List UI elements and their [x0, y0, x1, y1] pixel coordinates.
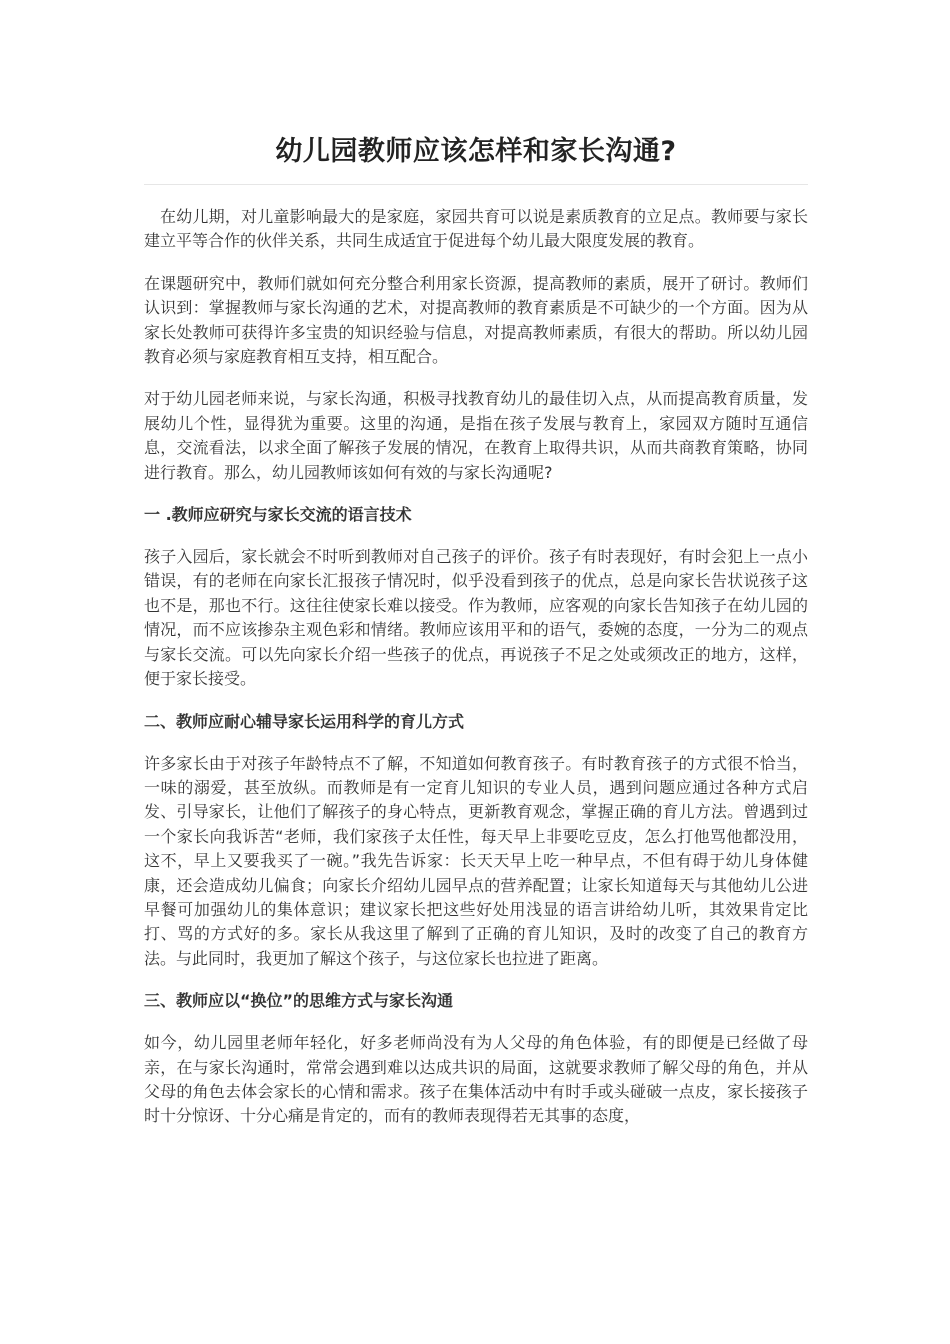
section-3-heading: 三、教师应以“换位”的思维方式与家长沟通 — [144, 991, 454, 1011]
section-3-paragraph: 如今，幼儿园里老师年轻化，好多老师尚没有为人父母的角色体验，有的即便是已经做了母亲，在与家长沟通时，常常会遇到难以达成共识的局面，这就要求教师了解父母的角色，并从父母的角色去体会家长的心情和需求。孩子在集体活动中有时手或头碰破一点皮，家长接孩子时十分惊讶、十分心痛是肯定的，而有的教师表现得若无其事的态度， — [144, 1033, 808, 1126]
intro-paragraph-3: 对于幼儿园老师来说，与家长沟通，积极寻找教育幼儿的最佳切入点，从而提高教育质量，发展幼儿个性，显得犹为重要。这里的沟通，是指在孩子发展与教育上，家园双方随时互通信息，交流看法，以求全面了解孩子发展的情况，在教育上取得共识，从而共商教育策略，协同进行教育。那么，幼儿园教师该如何有效的与家长沟通呢? — [144, 389, 808, 482]
section-2-paragraph: 许多家长由于对孩子年龄特点不了解，不知道如何教育孩子。有时教育孩子的方式很不恰当，一味的溺爱，甚至放纵。而教师是有一定育儿知识的专业人员，遇到问题应通过各种方式启发、引导家长，让他们了解孩子的身心特点，更新教育观念，掌握正确的育儿方法。曾遇到过一个家长向我诉苦“老师，我们家孩子太任性，每天早上非要吃豆皮，怎么打他骂他都没用，这不，早上又要我买了一碗。”我先告诉家：长天天早上吃一种早点，不但有碍于幼儿身体健康，还会造成幼儿偏食；向家长介绍幼儿园早点的营养配置；让家长知道每天与其他幼儿公进早餐可加强幼儿的集体意识；建议家长把这些好处用浅显的语言讲给幼儿听，其效果肯定比打、骂的方式好的多。家长从我这里了解到了正确的育儿知识，及时的改变了自己的教育方法。与此同时，我更加了解这个孩子，与这位家长也拉进了距离。 — [144, 753, 808, 968]
section-2-heading: 二、教师应耐心辅导家长运用科学的育儿方式 — [144, 711, 465, 731]
section-1-heading: 一 .教师应研究与家长交流的语言技术 — [144, 505, 412, 525]
intro-paragraph-1: 在幼儿期，对儿童影响最大的是家庭，家园共育可以说是素质教育的立足点。教师要与家长建立平等合作的伙伴关系，共同生成适宜于促进每个幼儿最大限度发展的教育。 — [144, 207, 808, 251]
section-1-paragraph: 孩子入园后，家长就会不时听到教师对自己孩子的评价。孩子有时表现好，有时会犯上一点小错误，有的老师在向家长汇报孩子情况时，似乎没看到孩子的优点，总是向家长告状说孩子这也不是，那也不行。这往往使家长难以接受。作为教师，应客观的向家长告知孩子在幼儿园的情况，而不应该掺杂主观色彩和情绪。教师应该用平和的语气，委婉的态度，一分为二的观点与家长交流。可以先向家长介绍一些孩子的优点，再说孩子不足之处或须改正的地方，这样，便于家长接受。 — [144, 547, 808, 689]
document-page — [144, 128, 808, 1147]
page-title: 幼儿园教师应该怎样和家长沟通? — [275, 136, 677, 167]
intro-paragraph-2: 在课题研究中，教师们就如何充分整合利用家长资源，提高教师的素质，展开了研讨。教师们认识到：掌握教师与家长沟通的艺术，对提高教师的教育素质是不可缺少的一个方面。因为从家长处教师可获得许多宝贵的知识经验与信息，对提高教师素质，有很大的帮助。所以幼儿园教育必须与家庭教育相互支持，相互配合。 — [144, 273, 808, 367]
title-divider — [144, 184, 808, 185]
